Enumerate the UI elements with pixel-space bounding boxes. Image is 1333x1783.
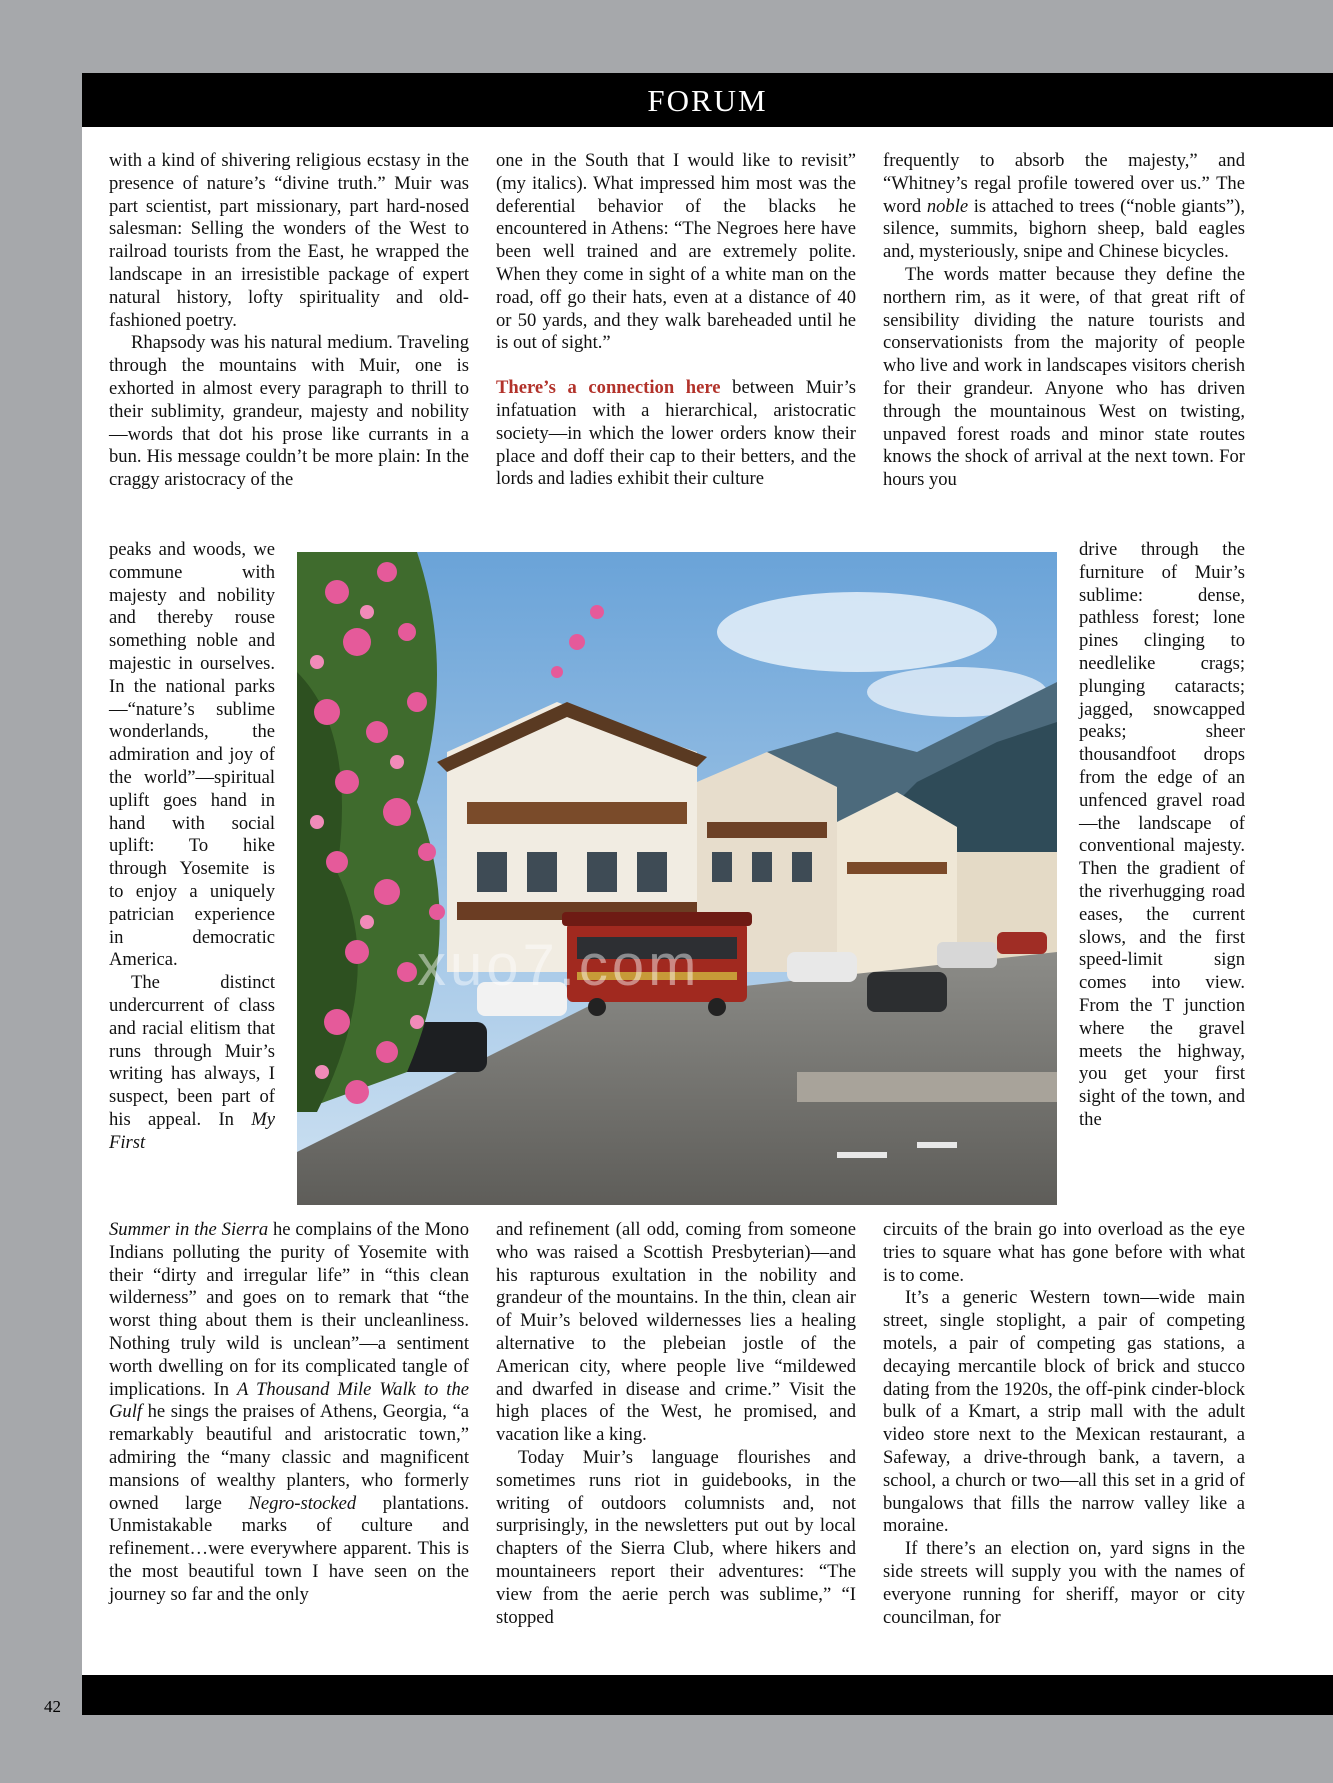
column-2-bottom	[496, 1219, 856, 1629]
paragraph: The distinct undercurrent of class and racial elitism that runs through Muir’s writing has always, I suspect, been part of his appeal. In My First	[109, 972, 275, 1153]
paragraph: one in the South that I would like to revisit” (my italics). What impressed him most was the deferential behavior of the blacks he encountered in Athens: “The Negroes here have been well trained and are extremely polite. When they come in sight of a white man on the road, off go their hats, even at a distance of 40 or 50 yards, and they walk bareheaded until he is out of sight.”	[496, 150, 856, 354]
paragraph: with a kind of shivering religious ecstasy in the presence of nature’s “divine truth.” Muir was part scientist, part missionary, part hard-nosed salesman: Selling the wonders of the West to railroad tourists from the East, he wrapped the landscape in an irresistible package of expert natural history, lofty spirituality and old-fashioned poetry.	[109, 150, 469, 331]
paragraph: Summer in the Sierra he complains of the Mono Indians polluting the purity of Yosemite with their “dirty and irregular life” in “this clean wilderness” and goes on to remark that “the worst thing about them is their uncleanliness. Nothing truly wild is unclean”—a sentiment worth dwelling on for its complicated tangle of implications. In A Thousand Mile Walk to the Gulf he sings the praises of Athens, Georgia, “a remarkably beautiful and aristocratic town,” admiring the “many classic and magnificent mansions of wealthy planters, who formerly owned large Negro-stocked plantations. Unmistakable marks of culture and refinement…were everywhere apparent. This is the most beautiful town I have seen on the journey so far and the only	[109, 1219, 470, 1605]
column-1-top	[109, 150, 469, 492]
paragraph: There’s a connection here between Muir’s infatuation with a hierarchical, aristocratic society—in which the lower orders know their place and doff their cap to their betters, and the lords and ladies exhibit their culture	[496, 377, 856, 490]
paragraph: peaks and woods, we commune with majesty and nobility and thereby rouse something noble and majestic in ourselves. In the national parks—“nature’s sublime wonderlands, the admiration and joy of the world”—spiritual uplift goes hand in hand with social uplift: To hike through Yosemite is to enjoy a uniquely patrician experience in democratic America.	[109, 539, 275, 971]
column-3-bottom	[883, 1219, 1245, 1629]
column-2-top	[496, 150, 856, 491]
paragraph: circuits of the brain go into overload as the eye tries to square what has gone before with what is to come.	[883, 1219, 1245, 1286]
paragraph: Today Muir’s language flourishes and sometimes runs riot in guidebooks, in the writing of outdoors columnists and, not surprisingly, in the newsletters put out by local chapters of the Sierra Club, where hikers and mountaineers report their adventures: “The view from the aerie perch was sublime,” “I stopped	[496, 1446, 856, 1628]
paragraph: It’s a generic Western town—wide main street, single stoplight, a pair of competing motels, a pair of competing gas stations, a decaying mercantile block of brick and stucco dating from the 1920s, the off-pink cinder-block bulk of a Kmart, a strip mall with the adult video store next to the Mexican restaurant, a Safeway, a drive-through bank, a tavern, a school, a church or two—all this set in a grid of bungalows that fills the narrow valley like a moraine.	[883, 1287, 1245, 1537]
section-lead-in: There’s a connection here	[496, 377, 721, 399]
column-1-bottom	[109, 1219, 469, 1607]
column-3-wrap	[1079, 539, 1245, 1132]
footer-bar	[82, 1675, 1333, 1715]
book-title: A Thousand Mile Walk to the Gulf	[109, 1378, 470, 1423]
paragraph: frequently to absorb the majesty,” and “Whitney’s regal profile towered over us.” The word noble is attached to trees (“noble giants”), silence, summits, bighorn sheep, bald eagles and, mysteriously, snipe and Chinese bicycles.	[883, 150, 1245, 263]
paragraph: and refinement (all odd, coming from someone who was raised a Scottish Presbyterian)—and his rapturous exultation in the nobility and grandeur of the mountains. In the thin, clean air of Muir’s beloved wildernesses lies a healing alternative to the plebeian jostle of the American city, where people live “mildewed and dwarfed in disease and crime.” Visit the high places of the West, he promised, and vacation like a king.	[496, 1219, 856, 1446]
paragraph: If there’s an election on, yard signs in the side streets will supply you with the names of everyone running for sheriff, mayor or city councilman, for	[883, 1538, 1245, 1628]
column-1-wrap	[109, 539, 275, 1155]
book-title: Summer in the Sierra	[109, 1219, 269, 1240]
section-title: FORUM	[647, 83, 768, 118]
paragraph: Rhapsody was his natural medium. Traveling through the mountains with Muir, one is exhorted in almost every paragraph to thrill to their sublimity, grandeur, majesty and nobility—words that dot his prose like currants in a bun. His message couldn’t be more plain: In the craggy aristocracy of the	[109, 332, 469, 491]
photo-watermark: xuo7.com	[417, 933, 701, 998]
photo-illustration	[297, 552, 1057, 1205]
page-number: 42	[44, 1697, 61, 1716]
paragraph: drive through the furniture of Muir’s sublime: dense, pathless forest; lone pines clinging to needlelike crags; plunging cataracts; jagged, snowcapped peaks; sheer thousandfoot drops from the edge of an unfenced gravel road—the landscape of conventional majesty. Then the gradient of the riverhugging road eases, the current slows, and the first speed-limit sign comes into view. From the T junction where the gravel meets the highway, you get your first sight of the town, and the	[1079, 539, 1245, 1130]
town-street-photo	[297, 552, 1057, 1205]
book-title: My First	[109, 1108, 275, 1153]
column-3-top	[883, 150, 1245, 492]
paragraph: The words matter because they define the northern rim, as it were, of that great rift of sensibility dividing the nature tourists and conservationists from the majority of people who live and work in landscapes visitors cherish for their grandeur. Anyone who has driven through the mountainous West on twisting, unpaved forest roads and minor state routes knows the shock of arrival at the next town. For hours you	[883, 263, 1245, 491]
section-header-bar	[82, 73, 1333, 127]
